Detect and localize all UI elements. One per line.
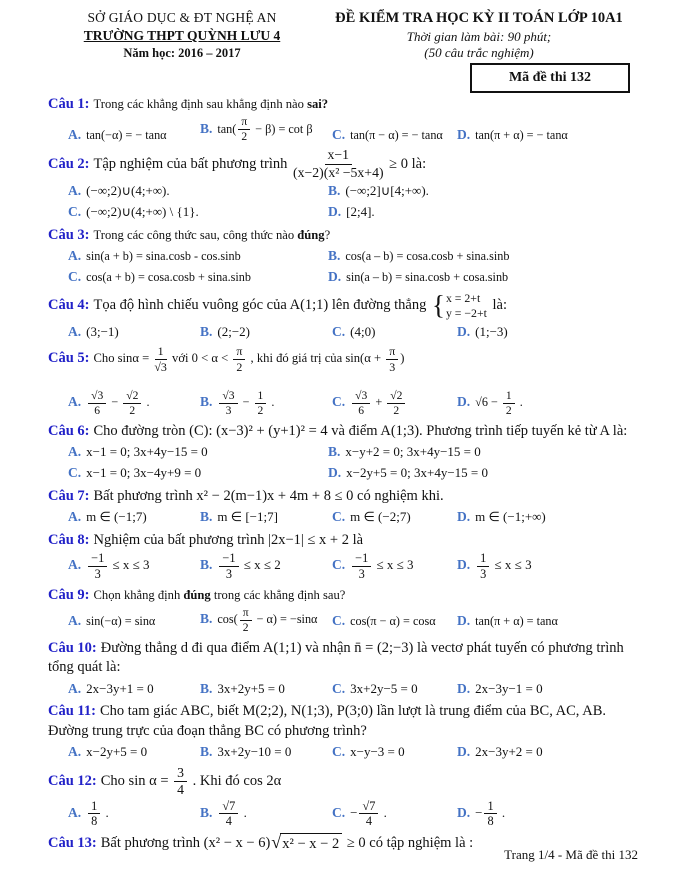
answer-option bbox=[328, 268, 640, 286]
question-text: Bất phương trình x² − 2(m−1)x + 4m + 8 ≤ 0 có nghiệm khi. bbox=[93, 487, 444, 504]
option-value: (1;−3) bbox=[475, 323, 508, 339]
option-value: $\frac{√7}{4}$ . bbox=[217, 805, 246, 820]
option-letter: D. bbox=[457, 804, 471, 820]
department-name: SỞ GIÁO DỤC & ĐT NGHỆ AN bbox=[87, 10, 277, 25]
question-text: Trong các khẳng định sau khẳng định nào sai? bbox=[93, 97, 329, 111]
option-letter: D. bbox=[457, 393, 471, 409]
questions-list bbox=[48, 95, 640, 855]
option-letter: B. bbox=[328, 248, 341, 264]
option-value: (3;−1) bbox=[86, 323, 119, 339]
option-value: [2;4]. bbox=[346, 204, 375, 220]
answer-option bbox=[68, 390, 200, 417]
option-letter: B. bbox=[200, 680, 213, 696]
school-name: TRƯỜNG THPT QUỲNH LƯU 4 bbox=[83, 28, 281, 43]
option-letter: D. bbox=[457, 508, 471, 524]
answer-option bbox=[68, 268, 328, 286]
option-letter: C. bbox=[332, 393, 346, 409]
answer-option bbox=[200, 508, 332, 526]
option-letter: A. bbox=[68, 126, 82, 142]
answer-option bbox=[457, 508, 640, 526]
options-row bbox=[48, 607, 640, 634]
answer-option bbox=[457, 800, 640, 829]
question-text: Tập nghiệm của bất phương trình $\frac{x-1}{\text{(x−2)(x² −5x+4)}}$ ≥ 0 là: bbox=[93, 147, 427, 180]
question-stem bbox=[48, 148, 640, 180]
question-label: Câu 2: bbox=[48, 155, 90, 172]
option-letter: C. bbox=[332, 323, 346, 339]
answer-option bbox=[200, 680, 332, 698]
option-letter: A. bbox=[68, 557, 82, 573]
question bbox=[48, 226, 640, 286]
answer-option bbox=[332, 323, 457, 341]
exam-title: ĐỀ KIỂM TRA HỌC KỲ II TOÁN LỚP 10A1 bbox=[335, 10, 623, 26]
fraction: $\frac{\pi}{3}$ bbox=[386, 345, 398, 373]
answer-option bbox=[328, 464, 640, 482]
option-letter: D. bbox=[328, 204, 342, 220]
question bbox=[48, 702, 640, 760]
option-letter: C. bbox=[332, 804, 346, 820]
option-value: $\frac{1}{8}$ . bbox=[86, 805, 109, 820]
fraction: $\frac{1}{8}$ bbox=[484, 800, 496, 829]
option-letter: C. bbox=[332, 508, 346, 524]
option-letter: B. bbox=[328, 183, 341, 199]
option-value: cos( $\frac{\pi}{2}$ − α) = −sinα bbox=[217, 605, 318, 635]
fraction: $\frac{√2}{2}$ bbox=[387, 390, 405, 417]
option-value: 2x−3y+1 = 0 bbox=[86, 680, 154, 696]
question-stem bbox=[48, 345, 640, 373]
fraction: $\frac{√3}{6}$ bbox=[352, 390, 370, 417]
answer-option bbox=[200, 390, 332, 417]
option-letter: C. bbox=[332, 680, 346, 696]
option-value: tan(π + α) = tanα bbox=[475, 613, 558, 628]
option-value: (−∞;2]∪[4;+∞). bbox=[345, 183, 429, 199]
answer-option bbox=[68, 800, 200, 829]
option-value: 3x+2y−5 = 0 bbox=[350, 680, 418, 696]
options-row bbox=[48, 323, 640, 341]
option-letter: B. bbox=[328, 443, 341, 459]
answer-option bbox=[200, 552, 332, 581]
option-value: $\frac{√3}{6}$ − $\frac{√2}{2}$ . bbox=[86, 395, 149, 409]
answer-option bbox=[457, 552, 640, 581]
option-value: sin(a – b) = sina.cosb + cosa.sinb bbox=[346, 270, 509, 285]
answer-option bbox=[68, 612, 200, 630]
option-value: sin(a + b) = sina.cosb - cos.sinb bbox=[86, 249, 241, 264]
option-value: x−1 = 0; 3x−4y+9 = 0 bbox=[86, 464, 202, 480]
question-stem bbox=[48, 766, 640, 798]
fraction: $\frac{√7}{4}$ bbox=[219, 800, 238, 829]
option-value: m ∈ (−1;7) bbox=[86, 508, 147, 524]
answer-option bbox=[68, 464, 328, 482]
option-value: $\frac{√3}{3}$ − $\frac{1}{2}$ . bbox=[217, 395, 274, 409]
answer-option bbox=[200, 607, 332, 634]
question-stem bbox=[48, 95, 640, 114]
option-value: $\frac{-1}{3}$ ≤ x ≤ 3 bbox=[350, 557, 413, 572]
question-stem bbox=[48, 586, 640, 605]
question-label: Câu 6: bbox=[48, 422, 90, 439]
option-value: (2;−2) bbox=[217, 323, 250, 339]
question bbox=[48, 291, 640, 340]
option-value: (4;0) bbox=[350, 323, 376, 339]
option-value: √6 − $\frac{1}{2}$ . bbox=[475, 388, 523, 417]
option-letter: A. bbox=[68, 804, 82, 820]
question-label: Câu 12: bbox=[48, 772, 97, 789]
option-value: (−∞;2)∪(4;+∞). bbox=[86, 183, 170, 199]
option-letter: C. bbox=[332, 743, 346, 759]
fraction: $\frac{√3}{3}$ bbox=[219, 390, 237, 417]
option-letter: D. bbox=[457, 680, 471, 696]
option-letter: A. bbox=[68, 508, 82, 524]
option-value: tan(π − α) = − tanα bbox=[350, 127, 443, 142]
option-letter: D. bbox=[457, 612, 471, 628]
fraction: $\frac{√2}{2}$ bbox=[123, 390, 141, 417]
question-text: Cho sin α = $\frac{3}{4}$ . Khi đó cos 2α bbox=[100, 764, 282, 798]
fraction: $\frac{x-1}{\text{(x−2)(x² −5x+4)}}$ bbox=[293, 147, 384, 180]
option-letter: B. bbox=[200, 323, 213, 339]
options-row bbox=[48, 116, 640, 143]
options-row bbox=[48, 376, 640, 417]
answer-option bbox=[328, 203, 640, 221]
question-text: Cho đường tròn (C): (x−3)² + (y+1)² = 4 và điểm A(1;3). Phương trình tiếp tuyến kẻ từ A là: bbox=[93, 422, 628, 439]
answer-option bbox=[68, 323, 200, 341]
answer-option bbox=[332, 126, 457, 144]
fraction: $\frac{√3}{6}$ bbox=[88, 390, 106, 417]
question-label: Câu 1: bbox=[48, 96, 90, 112]
option-letter: B. bbox=[200, 508, 213, 524]
answer-option bbox=[332, 612, 457, 630]
options-row bbox=[48, 182, 640, 221]
answer-option bbox=[68, 443, 328, 461]
option-letter: C. bbox=[332, 557, 346, 573]
answer-option bbox=[332, 508, 457, 526]
fraction: $\frac{3}{4}$ bbox=[174, 766, 187, 798]
question-label: Câu 13: bbox=[48, 835, 97, 852]
option-value: cos(π − α) = cosα bbox=[350, 613, 436, 628]
question-label: Câu 7: bbox=[48, 487, 90, 504]
option-letter: B. bbox=[200, 120, 213, 136]
answer-option bbox=[457, 743, 640, 761]
option-value: 2x−3y−1 = 0 bbox=[475, 680, 543, 696]
fraction: $\frac{\pi}{2}$ bbox=[233, 345, 245, 373]
options-row bbox=[48, 508, 640, 526]
option-letter: B. bbox=[200, 611, 213, 627]
answer-option bbox=[332, 680, 457, 698]
question bbox=[48, 487, 640, 526]
answer-option bbox=[68, 126, 200, 144]
options-row bbox=[48, 247, 640, 286]
exam-code-box: Mã đề thi 132 bbox=[470, 63, 630, 93]
answer-option bbox=[457, 612, 640, 630]
option-letter: D. bbox=[328, 269, 342, 285]
question-stem bbox=[48, 531, 640, 550]
answer-option bbox=[68, 743, 200, 761]
option-value: tan(−α) = − tanα bbox=[86, 127, 167, 142]
option-letter: C. bbox=[68, 269, 82, 285]
option-value: x−2y+5 = 0 bbox=[86, 743, 148, 759]
option-value: $\frac{√3}{6}$ + $\frac{√2}{2}$ bbox=[350, 395, 407, 409]
question-label: Câu 5: bbox=[48, 350, 90, 367]
answer-option bbox=[457, 126, 640, 144]
options-row bbox=[48, 743, 640, 761]
answer-option bbox=[200, 323, 332, 341]
option-value: tan( $\frac{\pi}{2}$ − β) = cot β bbox=[217, 115, 313, 144]
option-value: x−y−3 = 0 bbox=[350, 743, 405, 759]
option-value: m ∈ (−1;+∞) bbox=[475, 508, 546, 524]
option-letter: B. bbox=[200, 743, 213, 759]
option-value: x−1 = 0; 3x+4y−15 = 0 bbox=[86, 443, 208, 459]
question bbox=[48, 531, 640, 581]
question-text: Bất phương trình (x² − x − 6) √ x² − x − 2 ≥ 0 có tập nghiệm là : bbox=[101, 835, 473, 851]
option-letter: C. bbox=[68, 204, 82, 220]
option-letter: A. bbox=[68, 743, 82, 759]
question-text: Cho tam giác ABC, biết M(2;2), N(1;3), P(3;0) lần lượt là trung điểm của BC, AC, AB. Đường trung trực của đoạn thẳng BC có phương trình? bbox=[48, 703, 607, 739]
option-letter: C. bbox=[332, 126, 346, 142]
question-text: Nghiệm của bất phương trình |2x−1| ≤ x + 2 là bbox=[93, 531, 364, 548]
option-letter: D. bbox=[328, 464, 342, 480]
answer-option bbox=[200, 800, 332, 829]
option-value: $\frac{-1}{3}$ ≤ x ≤ 2 bbox=[217, 557, 280, 572]
option-value: (−∞;2)∪(4;+∞) \ {1}. bbox=[86, 204, 199, 220]
question-label: Câu 4: bbox=[48, 297, 90, 314]
option-value: 3x+2y+5 = 0 bbox=[217, 680, 285, 696]
option-value: sin(−α) = sinα bbox=[86, 613, 156, 628]
equation-system: { x = 2+t y = −2+t bbox=[431, 290, 487, 321]
question-stem bbox=[48, 639, 640, 677]
option-value: $\frac{1}{3}$ ≤ x ≤ 3 bbox=[475, 557, 531, 572]
option-letter: A. bbox=[68, 393, 82, 409]
question-text: Trong các công thức sau, công thức nào đúng? bbox=[93, 228, 331, 243]
question-stem bbox=[48, 291, 640, 320]
answer-option bbox=[200, 116, 332, 143]
option-letter: C. bbox=[68, 464, 82, 480]
answer-option bbox=[332, 390, 457, 417]
option-value: cos(a + b) = cosa.cosb + sina.sinb bbox=[86, 270, 251, 285]
fraction: $\frac{1}{3}$ bbox=[477, 552, 489, 581]
fraction: $\frac{\pi}{2}$ bbox=[240, 607, 252, 634]
answer-option bbox=[332, 800, 457, 829]
exam-title-block bbox=[312, 10, 646, 61]
question-text: Chọn khẳng định đúng trong các khẳng định sau? bbox=[93, 587, 346, 602]
question bbox=[48, 95, 640, 143]
option-letter: B. bbox=[200, 557, 213, 573]
question-label: Câu 8: bbox=[48, 531, 90, 548]
exam-note: (50 câu trắc nghiệm) bbox=[424, 45, 534, 60]
option-letter: C. bbox=[332, 612, 346, 628]
fraction: $\frac{1}{8}$ bbox=[88, 800, 100, 829]
answer-option bbox=[457, 680, 640, 698]
question-stem bbox=[48, 226, 640, 245]
option-value: x−2y+5 = 0; 3x+4y−15 = 0 bbox=[346, 464, 488, 480]
option-value: − $\frac{1}{8}$ . bbox=[475, 798, 506, 829]
fraction: $\frac{1}{√3}$ bbox=[154, 344, 167, 374]
option-value: m ∈ [−1;7] bbox=[217, 508, 278, 524]
answer-option bbox=[68, 247, 328, 265]
fraction: $\frac{-1}{3}$ bbox=[88, 552, 107, 581]
fraction: $\frac{√7}{4}$ bbox=[359, 800, 378, 829]
options-row bbox=[48, 680, 640, 698]
school-block bbox=[52, 10, 312, 61]
fraction: $\frac{\pi}{2}$ bbox=[238, 116, 250, 143]
option-value: $\frac{-1}{3}$ ≤ x ≤ 3 bbox=[86, 557, 149, 572]
answer-option bbox=[328, 182, 640, 200]
options-row bbox=[48, 800, 640, 829]
fraction: $\frac{-1}{3}$ bbox=[352, 552, 371, 581]
option-letter: A. bbox=[68, 183, 82, 199]
question-text: Cho sinα = $\frac{1}{√3}$ với 0 < α < $\frac{\pi}{2}$ , khi đó giá trị của sin(α + $\frac{\pi}{3}$ ) bbox=[93, 344, 405, 374]
fraction: $\frac{-1}{3}$ bbox=[219, 552, 238, 581]
option-letter: A. bbox=[68, 443, 82, 459]
question-stem bbox=[48, 702, 640, 740]
answer-option bbox=[457, 323, 640, 341]
square-root: √ x² − x − 2 bbox=[271, 833, 342, 854]
option-letter: B. bbox=[200, 804, 213, 820]
option-value: 3x+2y−10 = 0 bbox=[217, 743, 292, 759]
exam-duration: Thời gian làm bài: 90 phút; bbox=[406, 29, 552, 44]
question bbox=[48, 639, 640, 697]
question-label: Câu 9: bbox=[48, 586, 90, 603]
option-value: m ∈ (−2;7) bbox=[350, 508, 411, 524]
option-value: − $\frac{√7}{4}$ . bbox=[350, 798, 387, 829]
page-footer: Trang 1/4 - Mã đề thi 132 bbox=[504, 847, 638, 862]
option-letter: D. bbox=[457, 126, 471, 142]
option-letter: A. bbox=[68, 323, 82, 339]
question bbox=[48, 345, 640, 416]
option-letter: D. bbox=[457, 557, 471, 573]
answer-option bbox=[332, 743, 457, 761]
question-text: Tọa độ hình chiếu vuông góc của A(1;1) lên đường thẳng { x = 2+t y = −2+t là: bbox=[93, 290, 507, 321]
answer-option bbox=[68, 182, 328, 200]
options-row bbox=[48, 443, 640, 482]
option-letter: A. bbox=[68, 612, 82, 628]
answer-option bbox=[332, 552, 457, 581]
option-letter: B. bbox=[200, 393, 213, 409]
option-value: tan(π + α) = − tanα bbox=[475, 127, 568, 142]
question bbox=[48, 586, 640, 634]
answer-option bbox=[328, 247, 640, 265]
question-label: Câu 11: bbox=[48, 703, 96, 720]
header bbox=[0, 10, 686, 61]
question-stem bbox=[48, 422, 640, 441]
option-letter: A. bbox=[68, 248, 82, 264]
fraction: $\frac{1}{2}$ bbox=[503, 390, 515, 417]
option-value: 2x−3y+2 = 0 bbox=[475, 743, 543, 759]
question-stem bbox=[48, 487, 640, 506]
fraction: $\frac{1}{2}$ bbox=[255, 390, 267, 417]
option-value: cos(a – b) = cosa.cosb + sina.sinb bbox=[345, 249, 510, 264]
answer-option bbox=[200, 743, 332, 761]
option-value: x−y+2 = 0; 3x+4y−15 = 0 bbox=[345, 443, 481, 459]
answer-option bbox=[68, 552, 200, 581]
answer-option bbox=[457, 390, 640, 417]
question-label: Câu 10: bbox=[48, 640, 97, 657]
option-letter: D. bbox=[457, 743, 471, 759]
question-text: Đường thẳng d đi qua điểm A(1;1) và nhận n̄ = (2;−3) là vectơ phát tuyến có phương trình tổng quát là: bbox=[48, 640, 624, 676]
answer-option bbox=[68, 680, 200, 698]
question bbox=[48, 766, 640, 829]
option-letter: A. bbox=[68, 680, 82, 696]
answer-option bbox=[328, 443, 640, 461]
question-label: Câu 3: bbox=[48, 227, 90, 244]
question bbox=[48, 148, 640, 221]
option-letter: D. bbox=[457, 323, 471, 339]
answer-option bbox=[68, 508, 200, 526]
options-row bbox=[48, 552, 640, 581]
question bbox=[48, 422, 640, 482]
school-year: Năm học: 2016 – 2017 bbox=[123, 46, 241, 60]
answer-option bbox=[68, 203, 328, 221]
